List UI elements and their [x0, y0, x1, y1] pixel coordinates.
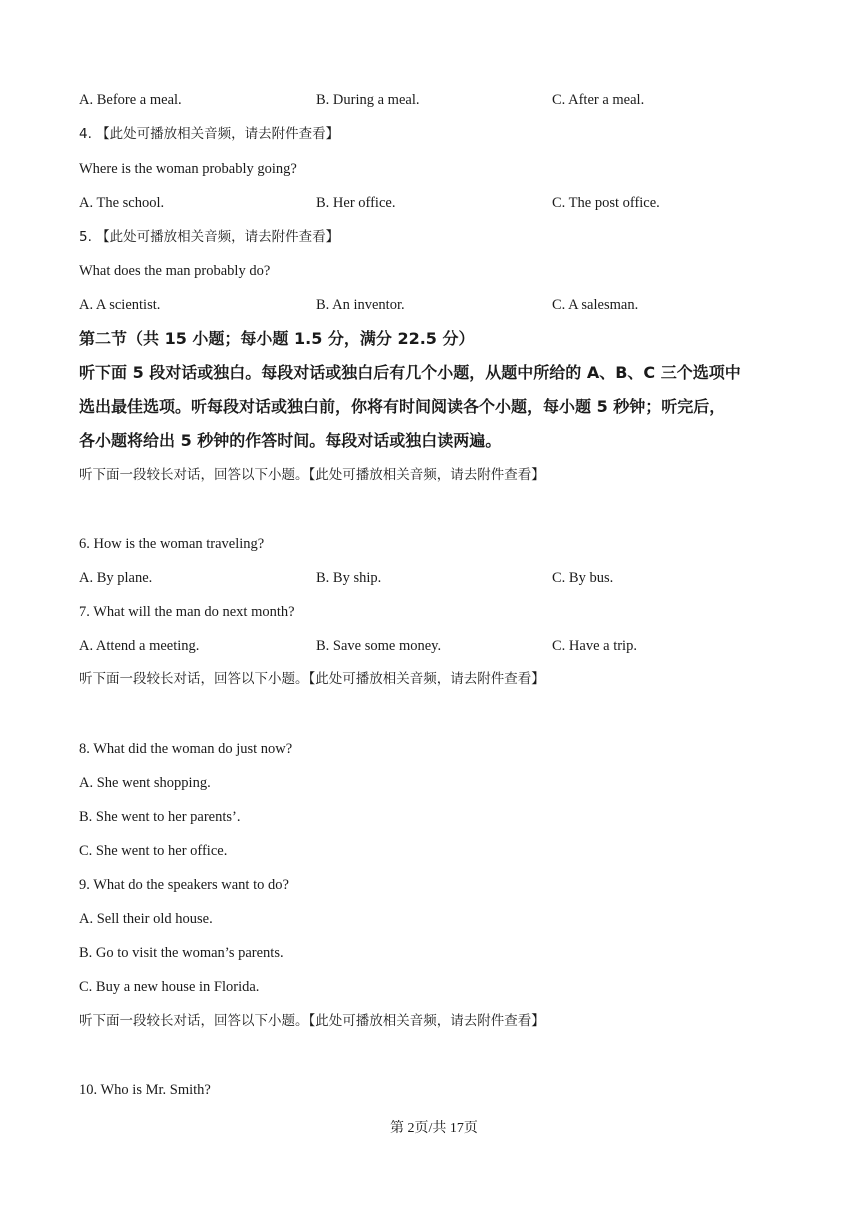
q4-stem: 4. 【此处可播放相关音频，请去附件查看】	[79, 126, 340, 142]
q8-option-b: B. She went to her parents’.	[79, 809, 241, 825]
q7-option-c: C. Have a trip.	[552, 638, 637, 654]
q5-text: What does the man probably do?	[79, 263, 271, 279]
q8-option-c: C. She went to her office.	[79, 843, 228, 859]
page-number-footer: 第 2页/共 17页	[390, 1121, 478, 1136]
section2-instruction-line3: 各小题将给出 5 秒钟的作答时间。每段对话或独白读两遍。	[79, 431, 502, 450]
dialog-note-3: 听下面一段较长对话，回答以下小题。【此处可播放相关音频，请去附件查看】	[79, 1013, 545, 1029]
dialog-note-1: 听下面一段较长对话，回答以下小题。【此处可播放相关音频，请去附件查看】	[79, 467, 545, 483]
q8-option-a: A. She went shopping.	[79, 775, 211, 791]
q4-option-c: C. The post office.	[552, 195, 660, 211]
q6-text: 6. How is the woman traveling?	[79, 536, 265, 552]
q9-option-a: A. Sell their old house.	[79, 911, 213, 927]
q4-option-a: A. The school.	[79, 195, 165, 211]
q6-option-a: A. By plane.	[79, 570, 153, 586]
q4-text: Where is the woman probably going?	[79, 161, 297, 177]
q6-option-c: C. By bus.	[552, 570, 614, 586]
q3-option-c: C. After a meal.	[552, 92, 645, 108]
q5-option-c: C. A salesman.	[552, 297, 639, 313]
q5-stem: 5. 【此处可播放相关音频，请去附件查看】	[79, 229, 340, 245]
q3-option-b: B. During a meal.	[316, 92, 420, 108]
section2-instruction-line1: 听下面 5 段对话或独白。每段对话或独白后有几个小题，从题中所给的 A、B、C 三个选项中	[79, 363, 741, 382]
q6-option-b: B. By ship.	[316, 570, 382, 586]
q9-option-b: B. Go to visit the woman’s parents.	[79, 945, 284, 961]
q4-option-b: B. Her office.	[316, 195, 396, 211]
q8-text: 8. What did the woman do just now?	[79, 741, 293, 757]
q7-text: 7. What will the man do next month?	[79, 604, 295, 620]
q9-option-c: C. Buy a new house in Florida.	[79, 979, 260, 995]
q5-option-a: A. A scientist.	[79, 297, 161, 313]
section2-instruction-line2: 选出最佳选项。听每段对话或独白前，你将有时间阅读各个小题，每小题 5 秒钟；听完后，	[79, 397, 726, 416]
q7-option-b: B. Save some money.	[316, 638, 442, 654]
dialog-note-2: 听下面一段较长对话，回答以下小题。【此处可播放相关音频，请去附件查看】	[79, 671, 545, 687]
q5-option-b: B. An inventor.	[316, 297, 405, 313]
q10-text: 10. Who is Mr. Smith?	[79, 1082, 211, 1098]
q3-option-a: A. Before a meal.	[79, 92, 182, 108]
q9-text: 9. What do the speakers want to do?	[79, 877, 289, 893]
section2-title: 第二节（共 15 小题；每小题 1.5 分，满分 22.5 分）	[79, 329, 475, 348]
q7-option-a: A. Attend a meeting.	[79, 638, 200, 654]
